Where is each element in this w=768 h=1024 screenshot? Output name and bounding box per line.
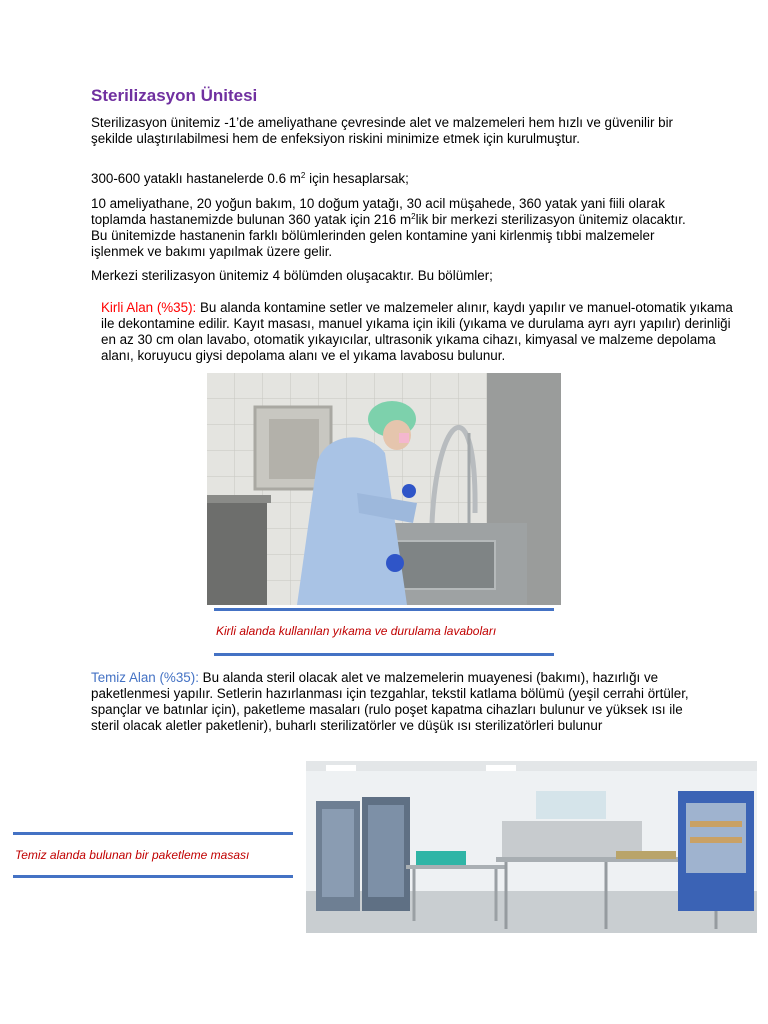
intro-paragraph-4: Merkezi sterilizasyon ünitemiz 4 bölümden oluşacaktır. Bu bölümler; [91,268,493,283]
clean-area-packing-photo [306,761,757,933]
intro-paragraph-2 [91,171,691,187]
dirty-area-label: Kirli Alan (%35): [101,300,197,315]
dirty-area-paragraph [101,300,741,364]
dirty-area-sink-illustration [207,373,561,605]
clean-area-label: Temiz Alan (%35): [91,670,199,685]
intro-p2-sup: 2 [300,171,306,180]
clean-caption-bottom-rule [13,875,293,878]
clean-area-text: Bu alanda steril olacak alet ve malzemelerin muayenesi (bakımı), hazırlığı ve paketlenmesi yapılır. Setlerin hazırlanması için tezgahlar, tekstil katlama bölümü (yeşil cerrahi örtüler, spançlar ve batınlar için), paketleme masaları (rulo poşet kapatma cihazları bulunur ve yüksek ısı ile steril olacak aletler paketlenir), buharlı sterilizatörler ve düşük ısı sterilizatörleri bulunur [91,670,689,733]
dirty-area-caption: Kirli alanda kullanılan yıkama ve durulama lavaboları [216,624,497,638]
intro-p3-after: lik bir merkezi sterilizasyon ünitemiz olacaktır. Bu ünitemizde hastanenin farklı bölümlerinden gelen kontamine yani kirlenmiş tıbbi malzemeler işlenmek ve bakımı yapılmak üzere gelir. [91,212,686,259]
intro-p2-after: için hesaplarsak; [305,171,409,186]
dirty-caption-top-rule [214,608,554,611]
page-title: Sterilizasyon Ünitesi [91,86,258,105]
intro-p3-sup: 2 [411,212,416,221]
clean-caption-top-rule [13,832,293,835]
clean-area-paragraph [91,670,691,734]
intro-paragraph-1: Sterilizasyon ünitemiz -1’de ameliyathane çevresinde alet ve malzemeleri hem hızlı ve güvenilir bir şekilde ulaştırılabilmesi hem de enfeksiyon riskini minimize etmek için kurulmuştur. [91,115,674,146]
clean-area-caption: Temiz alanda bulunan bir paketleme masası [15,848,250,862]
intro-p3-text: 10 ameliyathane, 20 yoğun bakım, 10 doğum yatağı, 30 acil müşahede, 360 yatak yani fiili olarak toplamda hastanemizde bulunan 360 yatak için 216 m [91,196,665,227]
dirty-caption-bottom-rule [214,653,554,656]
clean-area-packing-illustration [306,761,757,933]
dirty-area-sink-photo [207,373,561,605]
intro-paragraph-3 [91,196,691,260]
dirty-area-text: Bu alanda kontamine setler ve malzemeler alınır, kaydı yapılır ve manuel-otomatik yıkama ile dekontamine edilir. Kayıt masası, manuel yıkama için ikili (yıkama ve durulama ayrı ayrı yapılır) derinliği en az 30 cm olan lavabo, otomatik yıkayıcılar, ultrasonik yıkama cihazı, kimyasal ve malzeme depolama alanı, koruyucu giysi depolama alanı ve el yıkama lavabosu bulunur. [101,300,733,363]
intro-p2-text: 300-600 yataklı hastanelerde 0.6 m [91,171,301,186]
